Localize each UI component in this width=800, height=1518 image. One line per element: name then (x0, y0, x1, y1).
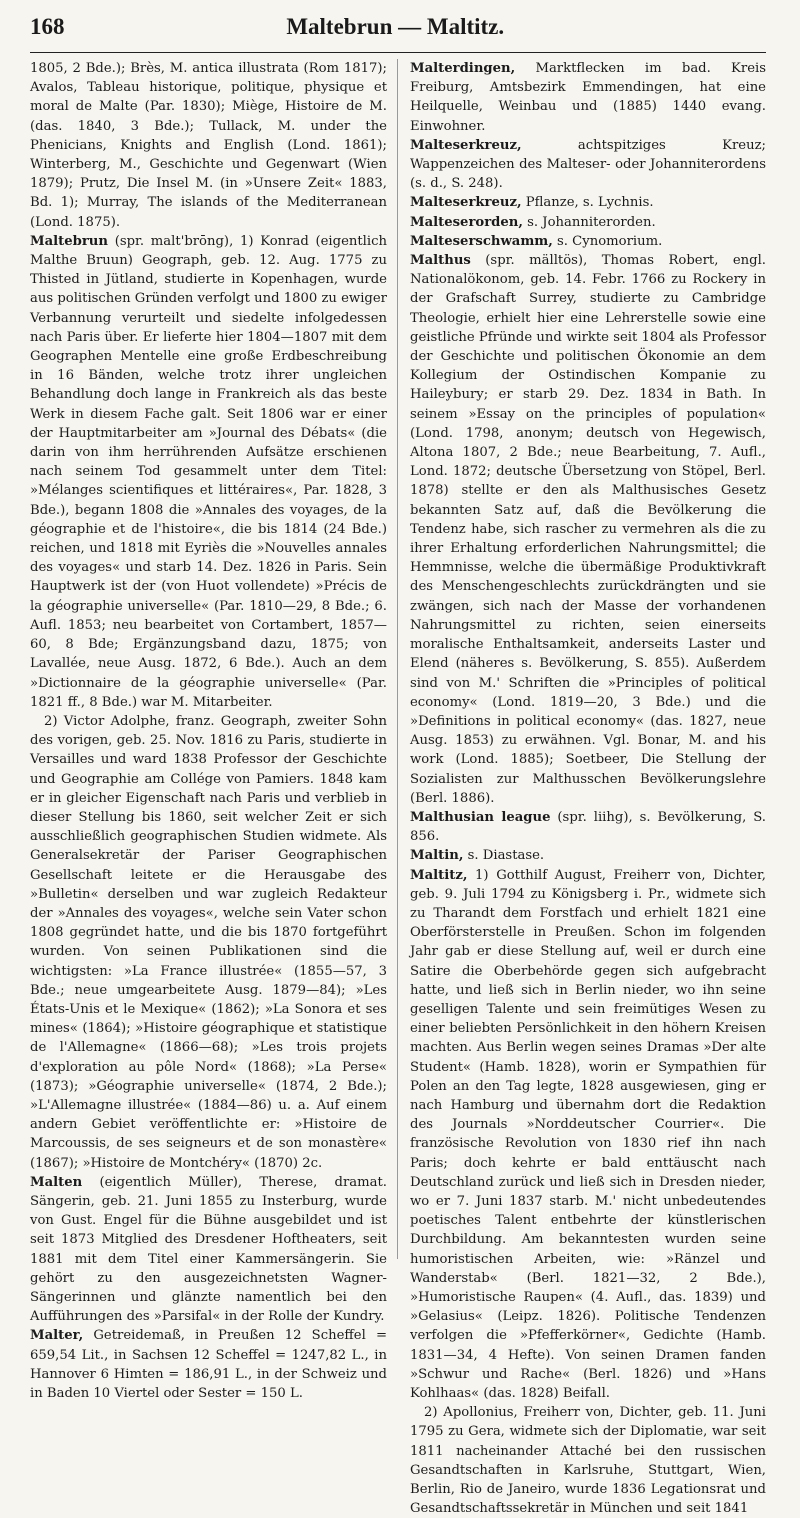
page-header (30, 14, 766, 50)
left-column (30, 59, 398, 1402)
entry-text: s. Johanniterorden. (522, 214, 656, 230)
page-number: 168 (30, 14, 65, 39)
entry-headword: Maltebrun (30, 233, 108, 249)
entry-headword: Malteserorden, (410, 214, 523, 230)
dictionary-entry (410, 251, 766, 808)
dictionary-entry (410, 1403, 766, 1518)
entry-text: 1) Gotthilf August, Freiherr von, Dichter, geb. 9. Juli 1794 zu Königsberg i. Pr., widmete sich zu Tharandt dem Forstfach und erhielt 1821 eine Oberförsterstelle in Preußen. Schon im folgenden Jahr gab er diese Stellung auf, weil er durch eine Satire die Oberbehörde gegen sich aufgebracht hatte, und ließ sich in Berlin nieder, wo ihn seine geselligen Talente und sein freimütiges Wesen zu einer beliebten Persönlichkeit in den höhern Kreisen machten. Aus Berlin wegen seines Dramas »Der alte Student« (Hamb. 1828), worin er Sympathien für Polen an den Tag legte, 1828 ausgewiesen, ging er nach Hamburg und übernahm dort die Redaktion des Journals »Norddeutscher Courrier«. Die französische Revolution von 1830 rief ihn nach Paris; doch kehrte er bald enttäuscht nach Deutschland zurück und ließ sich in Dresden nieder, wo er 7. Juni 1837 starb. M.' nicht unbedeutendes poetisches Talent entbehrte der künstlerischen Durchbildung. Am bekanntesten wurden seine humoristischen Arbeiten, wie: »Ränzel und Wanderstab« (Berl. 1821—32, 2 Bde.), »Humoristische Raupen« (4. Aufl., das. 1839) und »Gelasius« (Leipz. 1826). Politische Tendenzen verfolgen die »Pfefferkörner«, Gedichte (Hamb. 1831—34, 4 Hefte). Von seinen Dramen fanden »Schwur und Rache« (Berl. 1826) und »Hans Kohlhaas« (das. 1828) Beifall. (410, 867, 766, 1402)
entry-text: s. Diastase. (463, 848, 545, 864)
text-columns (30, 59, 766, 1517)
entry-headword: Malten (30, 1174, 83, 1190)
entry-text: Pflanze, s. Lychnis. (521, 195, 654, 211)
entry-text: (spr. mälltös), Thomas Robert, engl. Nationalökonom, geb. 14. Febr. 1766 zu Rockery in der Grafschaft Surrey, studierte zu Cambridge Theologie, erhielt hier eine Lehrerstelle sowie eine geistliche Pfründe und wirkte seit 1804 als Professor der Geschichte und politischen Ökonomie an dem Kollegium der Ostindischen Kompanie zu Haileybury; er starb 29. Dez. 1834 in Bath. In seinem »Essay on the principles of population« (Lond. 1798, anonym; deutsch von Hegewisch, Altona 1807, 2 Bde.; neue Bearbeitung, 7. Aufl., Lond. 1872; deutsche Übersetzung von Stöpel, Berl. 1878) stellte er den als Malthusisches Gesetz bekannten Satz auf, daß die Bevölkerung die Tendenz habe, sich rascher zu vermehren als die zu ihrer Erhaltung erforderlichen Nahrungsmittel; die Hemmnisse, welche die übermäßige Produktivkraft des Menschengeschlechts zurückdrängten und sie zwängen, sich nach der Masse der vorhandenen Nahrungsmittel zu richten, seien einerseits moralische Enthaltsamkeit, anderseits Laster und Elend (näheres s. Bevölkerung, S. 855). Außerdem sind von M.' Schriften die »Principles of political economy« (Lond. 1819—20, 3 Bde.) und die »Definitions in political economy« (das. 1827, neue Ausg. 1853) zu erwähnen. Vgl. Bonar, M. and his work (Lond. 1885); Soetbeer, Die Stellung der Sozialisten zur Malthusschen Bevölkerungslehre (Berl. 1886). (410, 253, 766, 806)
entry-text: achtspitziges Kreuz; Wappenzeichen des Malteser- oder Johanniterordens (s. d., S. 248). (410, 137, 766, 192)
dictionary-entry (410, 808, 766, 846)
entry-headword: Malterdingen, (410, 61, 516, 76)
dictionary-entry (410, 213, 766, 232)
entry-text: 1805, 2 Bde.); Brès, M. antica illustrata (Rom 1817); Avalos, Tableau historique, politique, physique et moral de Malte (Par. 1830); Miège, Histoire de M. (das. 1840, 3 Bde.); Tullack, M. under the Phenicians, Knights and English (Lond. 1861); Winterberg, M., Geschichte und Gegenwart (Wien 1879); Prutz, Die Insel M. (in »Unsere Zeit« 1883, Bd. 1); Murray, The islands of the Mediterranean (Lond. 1875). (30, 61, 387, 230)
page-title: Maltebrun — Maltitz. (286, 14, 505, 39)
dictionary-entry (30, 1173, 387, 1327)
entry-text: 2) Apollonius, Freiherr von, Dichter, geb. 11. Juni 1795 zu Gera, widmete sich der Diplomatie, war seit 1811 nacheinander Attaché bei den russischen Gesandtschaften in Karlsruhe, Stuttgart, Wien, Berlin, Rio de Janeiro, wurde 1836 Legationsrat und Gesandtschaftssekretär in München und seit 1841 (410, 1405, 766, 1517)
entry-headword: Maltin, (410, 848, 464, 864)
entry-headword: Maltitz, (410, 867, 468, 883)
entry-headword: Malthusian league (410, 809, 551, 825)
dictionary-entry (410, 866, 766, 1404)
entry-text: (spr. malt'brōng), 1) Konrad (eigentlich Malthe Bruun) Geograph, geb. 12. Aug. 1775 zu Thisted in Jütland, studierte in Kopenhagen, wurde aus politischen Gründen verfolgt und 1800 zu ewiger Verbannung verurteilt und siedelte infolgedessen nach Paris über. Er lieferte hier 1804—1807 mit dem Geographen Mentelle eine große Erdbeschreibung in 16 Bänden, welche trotz ihrer ungleichen Behandlung doch lange in Frankreich als das beste Werk in diesem Fache galt. Seit 1806 war er einer der Hauptmitarbeiter am »Journal des Débats« (die darin von ihm herrührenden Aufsätze erschienen nach seinem Tod gesammelt unter dem Titel: »Mélanges scientifiques et littéraires«, Par. 1828, 3 Bde.), begann 1808 die »Annales des voyages, de la géographie et de l'histoire«, die bis 1814 (24 Bde.) reichen, und 1818 mit Eyriès die »Nouvelles annales des voyages« und starb 14. Dez. 1826 in Paris. Sein Hauptwerk ist der (von Huot vollendete) »Précis de la géographie universelle« (Par. 1810—29, 8 Bde.; 6. Aufl. 1853; neu bearbeitet von Cortambert, 1857—60, 8 Bde; Ergänzungsband dazu, 1875; von Lavallée, neue Ausg. 1872, 6 Bde.). Auch an dem »Dictionnaire de la géographie universelle« (Par. 1821 ff., 8 Bde.) war M. Mitarbeiter. (30, 233, 387, 710)
entry-headword: Malter, (30, 1328, 84, 1344)
entry-headword: Malteserschwamm, (410, 233, 553, 249)
entry-headword: Malteserkreuz, (410, 137, 522, 153)
entry-text: s. Cynomorium. (552, 233, 663, 249)
dictionary-entry (410, 59, 766, 136)
dictionary-entry (410, 232, 766, 251)
entry-text: Getreidemaß, in Preußen 12 Scheffel = 659,54 Lit., in Sachsen 12 Scheffel = 1247,82 L., in Hannover 6 Himten = 186,91 L., in der Schweiz und in Baden 10 Viertel oder Sester = 150 L. (30, 1328, 387, 1402)
dictionary-entry (410, 193, 766, 212)
entry-headword: Malthus (410, 253, 471, 269)
dictionary-entry (30, 59, 387, 232)
dictionary-entry (410, 846, 766, 865)
dictionary-entry (30, 1326, 387, 1403)
entry-text: (eigentlich Müller), Therese, dramat. Sängerin, geb. 21. Juni 1855 zu Insterburg, wurde von Gust. Engel für die Bühne ausgebildet und ist seit 1873 Mitglied des Dresdener Hoftheaters, seit 1881 mit dem Titel einer Kammersängerin. Sie gehört zu den ausgezeichnetsten Wagner-Sängerinnen und glänzte namentlich bei den Aufführungen des »Parsifal« in der Rolle der Kundry. (30, 1174, 387, 1325)
dictionary-entry (30, 232, 387, 712)
header-rule (30, 52, 766, 53)
right-column (398, 59, 766, 1517)
entry-text: Marktflecken im bad. Kreis Freiburg, Amtsbezirk Emmendingen, hat eine Heilquelle, Weinbau und (1885) 1440 evang. Einwohner. (410, 61, 766, 134)
entry-headword: Malteserkreuz, (410, 195, 522, 211)
dictionary-entry (410, 136, 766, 194)
entry-text: (spr. liihg), s. Bevölkerung, S. 856. (410, 809, 766, 845)
entry-text: 2) Victor Adolphe, franz. Geograph, zweiter Sohn des vorigen, geb. 25. Nov. 1816 zu Paris, studierte in Versailles und ward 1838 Professor der Geschichte und Geographie am Collége von Pamiers. 1848 kam er in gleicher Eigenschaft nach Paris und verblieb in dieser Stellung bis 1860, seit welcher Zeit er sich ausschließlich geographischen Studien widmete. Als Generalsekretär der Pariser Geographischen Gesellschaft leitete er die Herausgabe des »Bulletin« derselben und war zugleich Redakteur der »Annales des voyages«, welche sein Vater schon 1808 gegründet hatte, und die bis 1870 fortgeführt wurden. Von seinen Publikationen sind die wichtigsten: »La France illustrée« (1855—57, 3 Bde.; neue umgearbeitete Ausg. 1879—84); »Les États-Unis et le Mexique« (1862); »La Sonora et ses mines« (1864); »Histoire géographique et statistique de l'Allemagne« (1866—68); »Les trois projets d'exploration au pôle Nord« (1868); »La Perse« (1873); »Géographie universelle« (1874, 2 Bde.); »L'Allemagne illustrée« (1884—86) u. a. Auf einem andern Gebiet veröffentlichte er: »Histoire de Marcoussis, de ses seigneurs et de son monastère« (1867); »Histoire de Montchéry« (1870) 2c. (30, 713, 387, 1171)
dictionary-entry (30, 712, 387, 1173)
